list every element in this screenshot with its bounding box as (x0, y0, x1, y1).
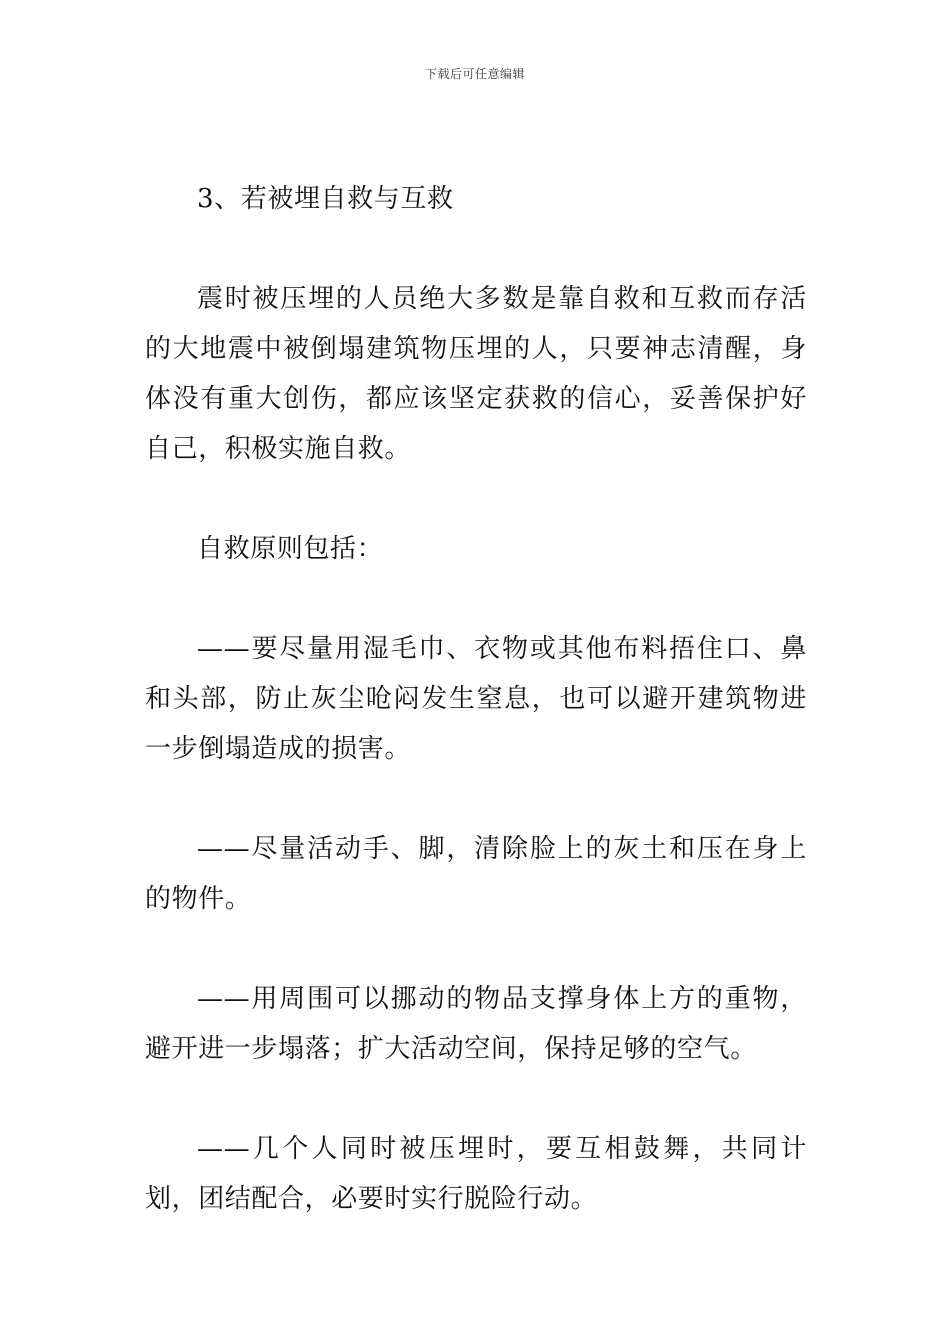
principle-item: ——用周围可以挪动的物品支撑身体上方的重物，避开进一步塌落；扩大活动空间，保持足够的空气。 (145, 984, 807, 1064)
principle-item: ——尽量活动手、脚，清除脸上的灰土和压在身上的物件。 (145, 834, 807, 914)
section-heading: 3、若被埋自救与互救 (197, 184, 454, 214)
principle-item: ——几个人同时被压埋时，要互相鼓舞，共同计划，团结配合，必要时实行脱险行动。 (145, 1134, 807, 1214)
intro-paragraph: 震时被压埋的人员绝大多数是靠自救和互救而存活的大地震中被倒塌建筑物压埋的人，只要神志清醒，身体没有重大创伤，都应该坚定获救的信心，妥善保护好自己，积极实施自救。 (145, 284, 807, 464)
principle-item: ——要尽量用湿毛巾、衣物或其他布料捂住口、鼻和头部，防止灰尘呛闷发生窒息，也可以避开建筑物进一步倒塌造成的损害。 (145, 634, 807, 764)
header-note: 下载后可任意编辑 (424, 67, 525, 81)
principles-lead: 自救原则包括： (197, 534, 384, 564)
